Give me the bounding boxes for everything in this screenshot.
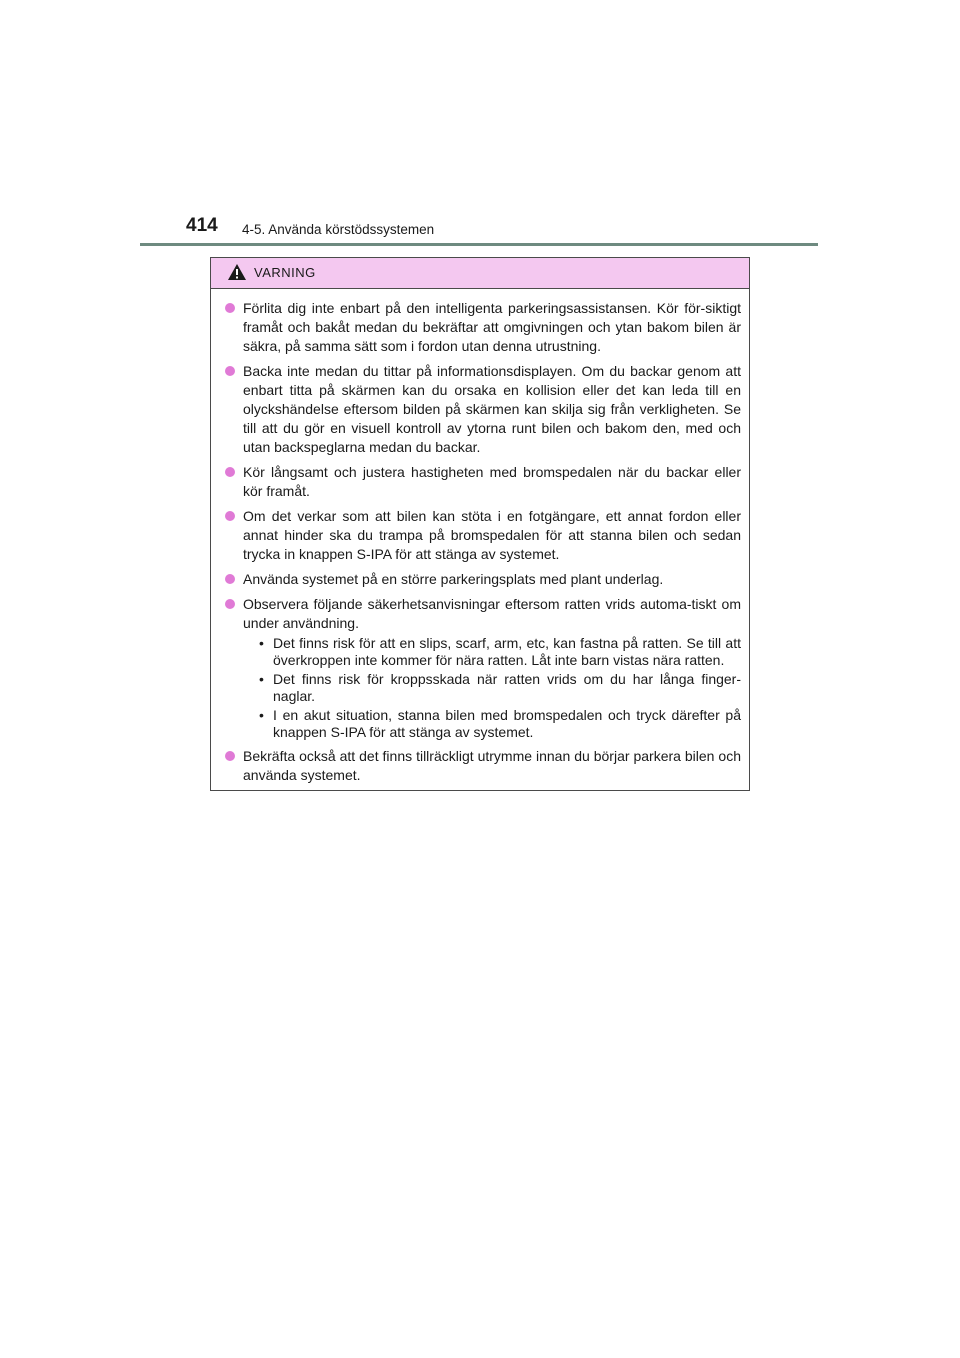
warning-subitem (243, 635, 741, 669)
dot-icon: • (259, 671, 264, 687)
bullet-icon (225, 574, 235, 584)
warning-subitem-text: Det finns risk för att en slips, scarf, arm, etc, kan fastna på ratten. Se till att överkroppen inte kommer för nära ratten. Låt inte barn vistas nära ratten. (273, 635, 741, 668)
page-number: 414 (186, 215, 218, 236)
bullet-icon (225, 303, 235, 313)
page-header (186, 214, 818, 246)
warning-label: VARNING (254, 265, 316, 280)
header-rule (140, 243, 818, 246)
bullet-icon (225, 467, 235, 477)
dot-icon: • (259, 707, 264, 723)
dot-icon: • (259, 635, 264, 651)
bullet-icon (225, 751, 235, 761)
warning-item (225, 747, 741, 785)
warning-subitem-text: I en akut situation, stanna bilen med bromspedalen och tryck därefter på knappen S-IPA för att stänga av systemet. (273, 707, 741, 740)
warning-item (225, 507, 741, 564)
warning-subitem (243, 707, 741, 741)
warning-item (225, 362, 741, 457)
warning-box (210, 257, 750, 791)
warning-item (225, 570, 741, 589)
warning-item (225, 463, 741, 501)
warning-body (211, 289, 749, 785)
warning-item-text: Backa inte medan du tittar på informationsdisplayen. Om du backar genom att enbart titta på skärmen kan du orsaka en kollision eller det kan leda till en olyckshändelse eftersom bilden på skärmen kan skilja sig från verkligheten. Se till att du gör en visuell kontroll av ytorna runt bilen och bakom den, med och utan backspeglarna medan du backar. (243, 363, 741, 455)
warning-header (211, 258, 749, 289)
section-title: 4-5. Använda körstödssystemen (242, 222, 435, 237)
warning-triangle-icon (227, 263, 247, 281)
warning-item-text: Förlita dig inte enbart på den intelligenta parkeringsassistansen. Kör för-siktigt framåt och bakåt medan du bekräftar att omgivningen och ytan bakom bilen är säkra, på samma sätt som i fordon utan denna utrustning. (243, 300, 741, 354)
warning-item-text: Kör långsamt och justera hastigheten med bromspedalen när du backar eller kör framåt. (243, 464, 741, 499)
warning-item-text: Observera följande säkerhetsanvisningar eftersom ratten vrids automa-tiskt om under användning. (243, 596, 741, 631)
warning-item (225, 595, 741, 741)
bullet-icon (225, 511, 235, 521)
warning-subitem (243, 671, 741, 705)
bullet-icon (225, 366, 235, 376)
warning-item-text: Bekräfta också att det finns tillräckligt utrymme innan du börjar parkera bilen och använda systemet. (243, 748, 741, 783)
warning-item-text: Om det verkar som att bilen kan stöta i en fotgängare, ett annat fordon eller annat hinder ska du trampa på bromspedalen för att stanna bilen och sedan trycka in knappen S-IPA för att stänga av systemet. (243, 508, 741, 562)
warning-item (225, 299, 741, 356)
warning-subitem-text: Det finns risk för kroppsskada när ratten vrids om du har långa finger-naglar. (273, 671, 741, 704)
warning-item-text: Använda systemet på en större parkeringsplats med plant underlag. (243, 571, 664, 587)
bullet-icon (225, 599, 235, 609)
